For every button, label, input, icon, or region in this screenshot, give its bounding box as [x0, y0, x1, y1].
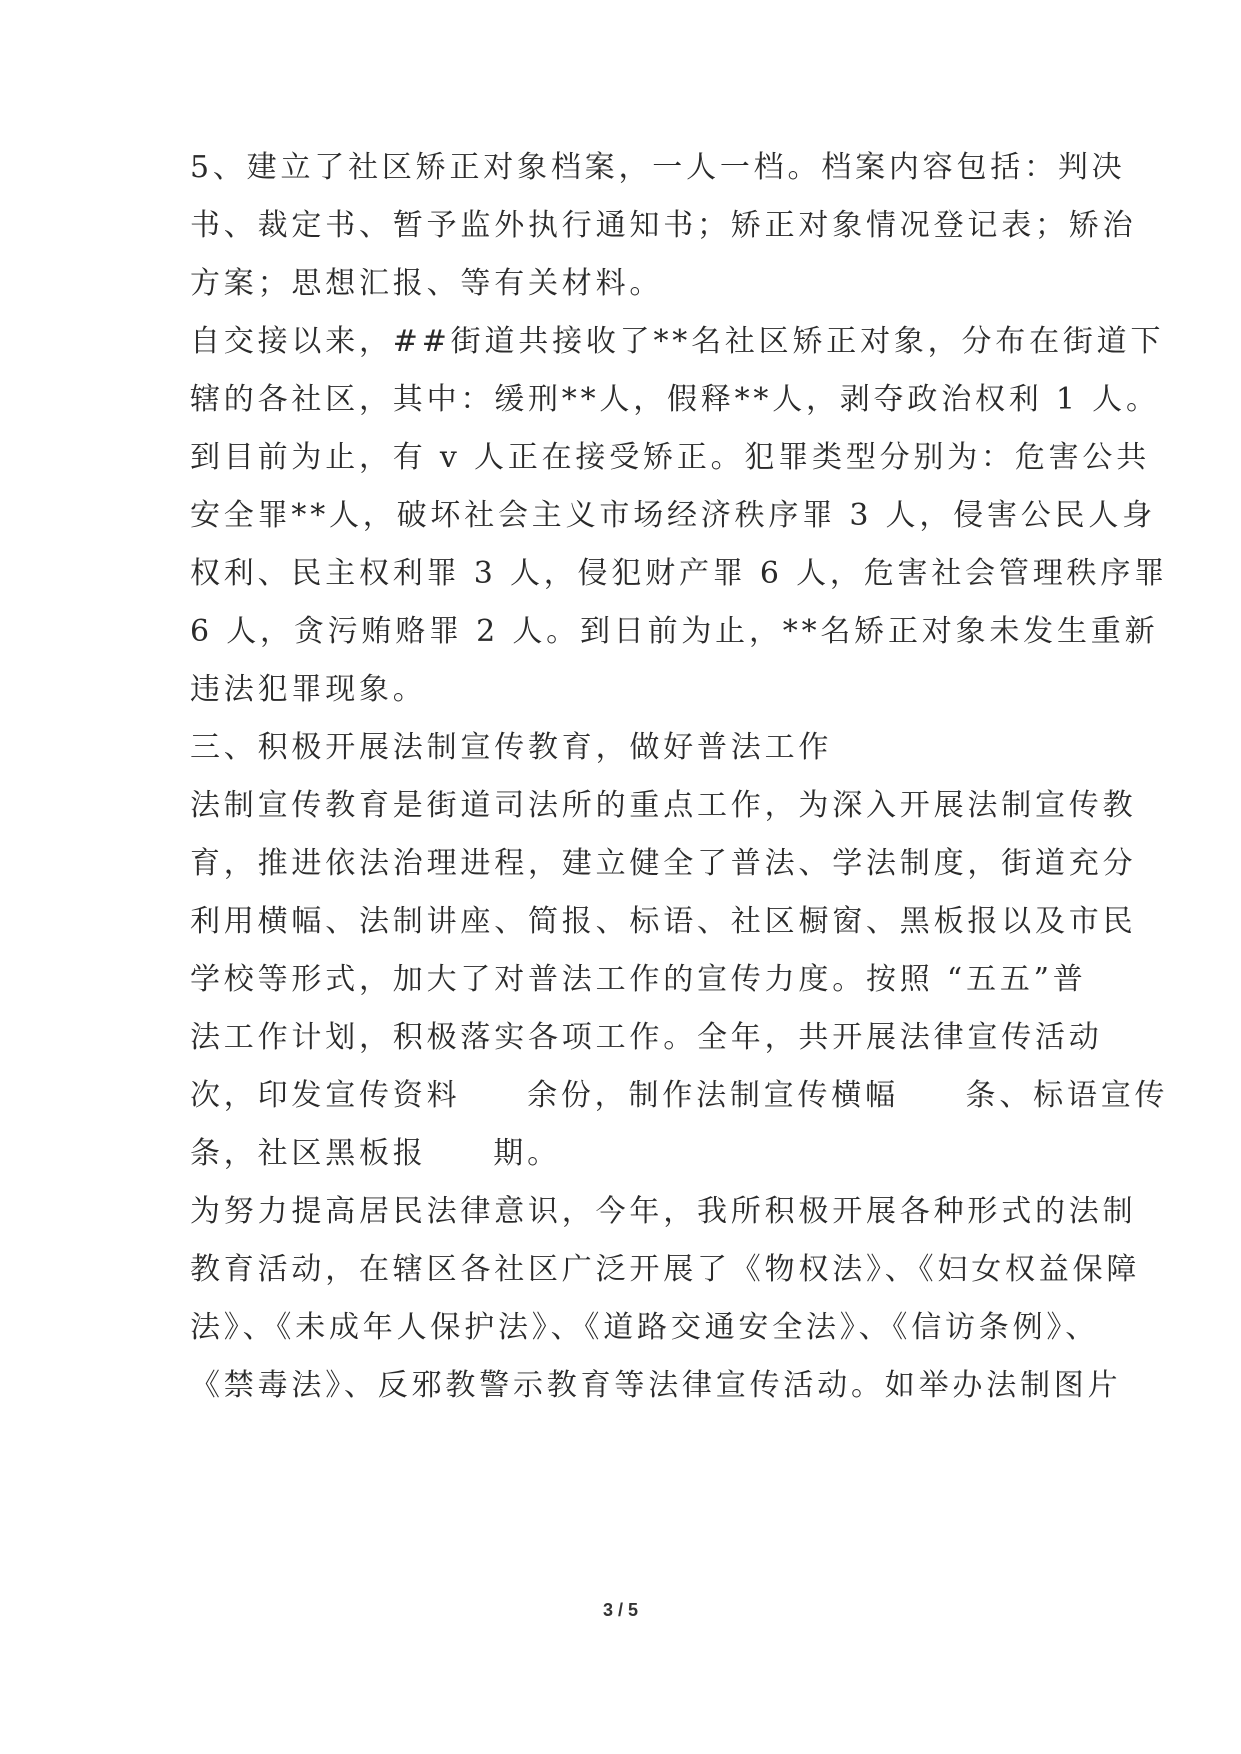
text-line: 安全罪**人，破坏社会主义市场经济秩序罪 3 人，侵害公民人身	[190, 498, 1156, 533]
text-line: 法制宣传教育是街道司法所的重点工作，为深入开展法制宣传教	[190, 788, 1137, 823]
text-line: 违法犯罪现象。	[190, 672, 427, 707]
text-line: 条，社区黑板报 期。	[190, 1136, 561, 1171]
text-line: 《禁毒法》、反邪教警示教育等法律宣传活动。如举办法制图片	[190, 1368, 1122, 1403]
text-line: 到目前为止，有 v 人正在接受矫正。犯罪类型分别为：危害公共	[190, 440, 1151, 475]
text-line: 教育活动，在辖区各社区广泛开展了《物权法》、《妇女权益保障	[190, 1252, 1141, 1287]
page-number: 3 / 5	[602, 1600, 639, 1620]
text-line: 法》、《未成年人保护法》、《道路交通安全法》、《信访条例》、	[190, 1310, 1099, 1345]
text-line: 6 人，贪污贿赂罪 2 人。到日前为止，**名矫正对象未发生重新	[190, 614, 1159, 649]
text-line: 方案；思想汇报、等有关材料。	[190, 266, 664, 301]
text-line: 利用横幅、法制讲座、简报、标语、社区橱窗、黑板报以及市民	[190, 904, 1137, 939]
text-line: 育，推进依法治理进程，建立健全了普法、学法制度，街道充分	[190, 846, 1137, 881]
text-line: 辖的各社区，其中：缓刑**人，假释**人，剥夺政治权利 1 人。	[190, 382, 1160, 417]
text-line: 自交接以来，##街道共接收了**名社区矫正对象，分布在街道下	[190, 324, 1165, 359]
text-line: 法工作计划，积极落实各项工作。全年，共开展法律宣传活动	[190, 1020, 1103, 1055]
text-line: 5、建立了社区矫正对象档案，一人一档。档案内容包括：判决	[190, 150, 1126, 185]
text-line: 学校等形式，加大了对普法工作的宣传力度。按照 “五五”普	[190, 962, 1087, 997]
section-heading: 三、积极开展法制宣传教育，做好普法工作	[190, 730, 833, 765]
text-line: 权利、民主权利罪 3 人，侵犯财产罪 6 人，危害社会管理秩序罪	[190, 556, 1168, 591]
text-line: 书、裁定书、暂予监外执行通知书；矫正对象情况登记表；矫治	[190, 208, 1137, 243]
text-line: 为努力提高居民法律意识，今年，我所积极开展各种形式的法制	[190, 1194, 1137, 1229]
text-line: 次，印发宣传资料 余份，制作法制宣传横幅 条、标语宣传	[190, 1078, 1169, 1113]
